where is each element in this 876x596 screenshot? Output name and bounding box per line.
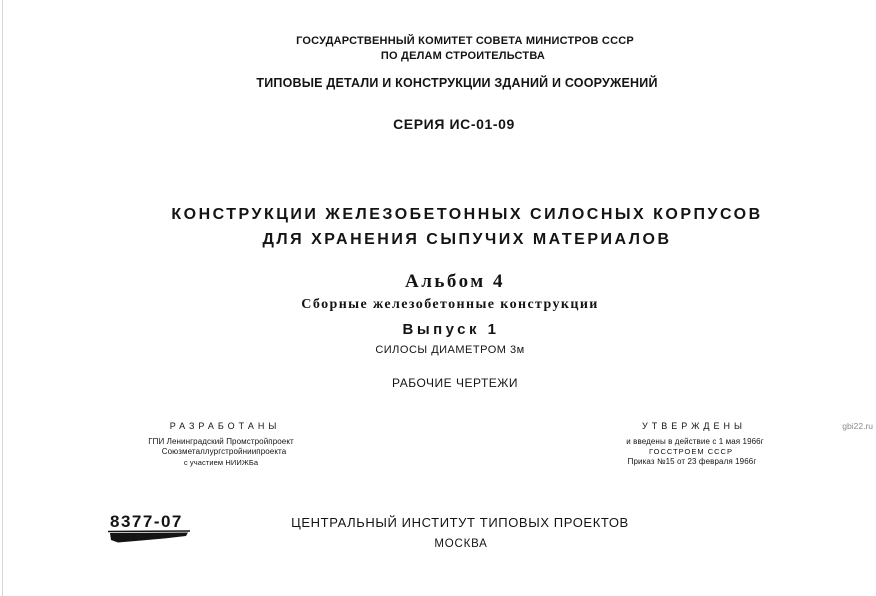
document-type: РАБОЧИЕ ЧЕРТЕЖИ: [392, 376, 518, 390]
approved-detail-line: ГОССТРОЕМ СССР: [649, 447, 733, 456]
approved-heading: УТВЕРЖДЕНЫ: [642, 421, 746, 431]
publisher-city: МОСКВА: [434, 538, 488, 550]
developed-org-line: Союзметаллургстройниипроекта: [161, 447, 287, 456]
developed-org-line: ГПИ Ленинградский Промстройпроект: [148, 437, 294, 446]
site-watermark: gbi22.ru: [842, 421, 873, 431]
series-number: СЕРИЯ ИС-01-09: [393, 116, 515, 132]
committee-name-line: ГОСУДАРСТВЕННЫЙ КОМИТЕТ СОВЕТА МИНИСТРОВ СССР: [296, 35, 634, 47]
committee-subtitle-line: ПО ДЕЛАМ СТРОИТЕЛЬСТВА: [380, 50, 546, 62]
issue-subtitle: СИЛОСЫ ДИАМЕТРОМ 3м: [375, 344, 525, 356]
approved-detail-line: Приказ №15 от 23 февраля 1966г: [627, 457, 757, 466]
main-title-line-1: КОНСТРУКЦИИ ЖЕЛЕЗОБЕТОННЫХ СИЛОСНЫХ КОРПУСОВ: [171, 206, 763, 223]
scan-edge-line: [2, 0, 3, 596]
approved-detail-line: и введены в действие с 1 мая 1966г: [626, 437, 764, 446]
album-title: Альбом 4: [404, 271, 506, 292]
publisher-name: ЦЕНТРАЛЬНЫЙ ИНСТИТУТ ТИПОВЫХ ПРОЕКТОВ: [291, 515, 629, 530]
ink-underline: [106, 529, 192, 545]
album-subtitle: Сборные железобетонные конструкции: [301, 297, 599, 312]
collection-title: ТИПОВЫЕ ДЕТАЛИ И КОНСТРУКЦИИ ЗДАНИЙ И СООРУЖЕНИЙ: [256, 76, 658, 90]
developed-heading: РАЗРАБОТАНЫ: [169, 421, 281, 431]
developed-org-line: с участием НИИЖБа: [183, 458, 259, 467]
main-title-line-2: ДЛЯ ХРАНЕНИЯ СЫПУЧИХ МАТЕРИАЛОВ: [262, 231, 672, 248]
issue-title: Выпуск 1: [402, 321, 500, 338]
inventory-number: 8377-07: [110, 512, 183, 531]
